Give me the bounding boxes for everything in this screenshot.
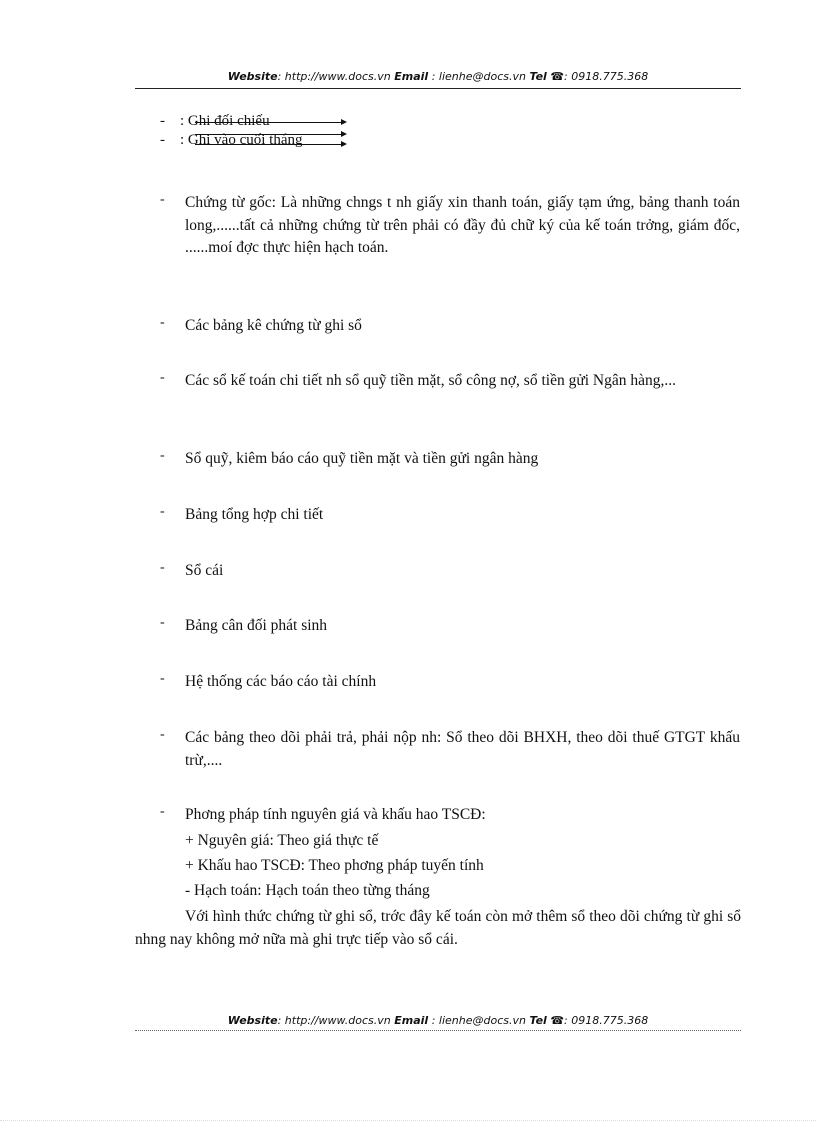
list-item — [160, 370, 740, 393]
list-item-text: Chứng từ gốc: Là những chngs t nh giấy xin thanh toán, giấy tạm ứng, bảng thanh toán long,......tất cả những chứng từ trên phải có đầy đủ chữ ký của kế toán trởng, giám đốc, ......moí đợc thực hiện hạch toán. — [185, 194, 740, 256]
bullet: - — [160, 504, 165, 519]
list-item-text: Sổ quỹ, kiêm báo cáo quỹ tiền mặt và tiền gửi ngân hàng — [185, 450, 539, 467]
header-rule — [135, 88, 741, 89]
list-item — [160, 671, 740, 694]
header-email-value: : lienhe@docs.vn — [431, 70, 526, 83]
sub-line: + Khấu hao TSCĐ: Theo phơng pháp tuyến tính — [185, 857, 484, 874]
list-item — [160, 315, 740, 338]
list-item — [160, 448, 740, 471]
list-item — [160, 804, 740, 827]
legend-text: : Ghi đối chiếu — [180, 113, 270, 129]
footer-email-label: Email — [394, 1014, 429, 1027]
header-tel-label: Tel — [529, 70, 547, 83]
list-item-text: Hệ thống các báo cáo tài chính — [185, 673, 377, 690]
page-bottom-border — [0, 1120, 816, 1121]
legend-text: : Ghi vào cuối tháng — [180, 132, 303, 148]
sub-line: + Nguyên giá: Theo giá thực tế — [185, 832, 379, 849]
footer-tel-value: : 0918.775.368 — [564, 1014, 649, 1027]
list-item-text: Sổ cái — [185, 562, 224, 579]
bullet: - — [160, 448, 165, 463]
footer-tel-label: Tel — [529, 1014, 547, 1027]
list-item — [160, 192, 740, 260]
bullet: - — [160, 315, 165, 330]
header-tel-value: : 0918.775.368 — [564, 70, 649, 83]
legend-item-doi-chieu — [160, 112, 270, 130]
list-item-text: Bảng tổng hợp chi tiết — [185, 506, 324, 523]
footer-rule — [135, 1030, 741, 1031]
list-item-text: Các bảng theo dõi phải trả, phải nộp nh: Sổ theo dõi BHXH, theo dõi thuế GTGT khấu trừ,.... — [185, 729, 740, 769]
footer-website-value: : http://www.docs.vn — [277, 1014, 391, 1027]
bullet: - — [160, 671, 165, 686]
legend-dash: - — [160, 113, 165, 129]
legend-dash: - — [160, 132, 165, 148]
list-item-text: Các bảng kê chứng từ ghi sổ — [185, 317, 362, 334]
phone-icon: ☎ — [550, 1014, 565, 1027]
bullet: - — [160, 370, 165, 385]
footer-email-value: : lienhe@docs.vn — [431, 1014, 526, 1027]
bullet: - — [160, 804, 165, 819]
bullet: - — [160, 560, 165, 575]
header-email-label: Email — [394, 70, 429, 83]
header-website-label: Website — [227, 70, 278, 83]
sub-line: - Hạch toán: Hạch toán theo từng tháng — [185, 882, 430, 899]
legend-arrow-right-icon — [195, 122, 345, 123]
footer-website-label: Website — [227, 1014, 278, 1027]
list-item-text: Bảng cân đối phát sinh — [185, 617, 328, 634]
bullet: - — [160, 192, 165, 207]
phone-icon: ☎ — [550, 70, 565, 83]
bullet: - — [160, 727, 165, 742]
closing-paragraph: Với hình thức chứng từ ghi sổ, trớc đây kế toán còn mở thêm sổ theo dõi chứng từ ghi sổ nhng nay không mở nữa mà ghi trực tiếp vào sổ cái. — [135, 908, 741, 948]
header-website-value: : http://www.docs.vn — [277, 70, 391, 83]
list-item-text: Các sổ kế toán chi tiết nh sổ quỹ tiền mặt, sổ công nợ, sổ tiền gửi Ngân hàng,... — [185, 372, 676, 389]
page-footer — [135, 1014, 741, 1027]
page-header — [135, 70, 741, 83]
list-item-text: Phơng pháp tính nguyên giá và khấu hao TSCĐ: — [185, 806, 486, 823]
legend-arrow-right-icon — [195, 144, 345, 145]
list-item — [160, 615, 740, 638]
list-item — [160, 560, 740, 583]
list-item — [160, 727, 740, 772]
bullet: - — [160, 615, 165, 630]
legend-arrow-right-icon — [195, 134, 345, 135]
list-item — [160, 504, 740, 527]
